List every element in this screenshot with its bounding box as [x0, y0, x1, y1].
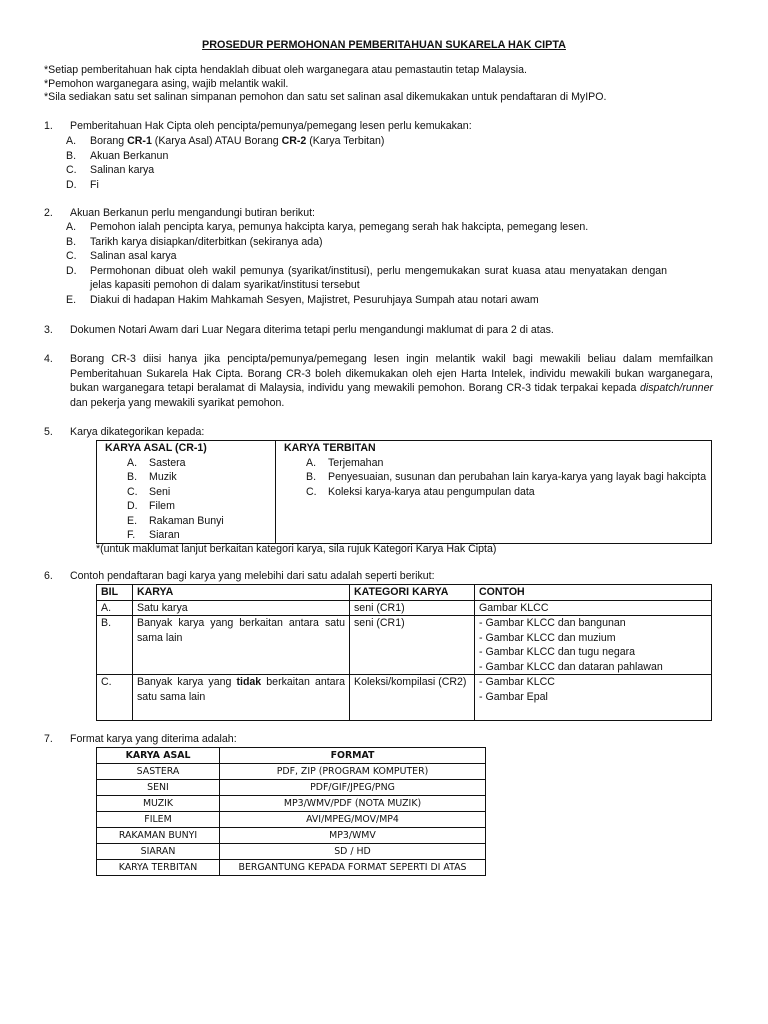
- column-header: KARYA ASAL: [97, 748, 220, 764]
- section-text: Dokumen Notari Awam dari Luar Negara diterima tetapi perlu mengandungi maklumat di para 2 di atas.: [70, 324, 554, 336]
- table-cell: seni (CR1): [350, 616, 475, 675]
- list-item: [276, 485, 711, 500]
- column-header: KARYA: [133, 585, 350, 601]
- section-number: 3.: [44, 324, 53, 336]
- section-number: 4.: [44, 353, 53, 365]
- item-text: Pemohon ialah pencipta karya, pemunya hakcipta karya, pemegang serah hak hakcipta, pemegang lesen.: [90, 221, 589, 233]
- table-cell: [475, 675, 712, 721]
- table-cell: [475, 616, 712, 675]
- table-row: [97, 812, 486, 828]
- item-letter: C.: [66, 164, 77, 176]
- item-letter: F.: [127, 529, 136, 541]
- category-footnote: *(untuk maklumat lanjut berkaitan kategori karya, sila rujuk Kategori Karya Hak Cipta): [96, 543, 497, 555]
- column-header: KARYA ASAL (CR-1): [105, 442, 207, 454]
- column-header: FORMAT: [220, 748, 486, 764]
- table-cell: PDF, ZIP (PROGRAM KOMPUTER): [220, 764, 486, 780]
- item-text-part: Borang: [90, 135, 128, 147]
- item-text: Permohonan dibuat oleh wakil pemunya (syarikat/institusi), perlu mengemukakan surat kuasa atau menyatakan dengan jelas kapasiti pemohon di dalam syarikat/institusi tersebut: [90, 264, 667, 291]
- item-text: Sastera: [149, 456, 186, 469]
- item-text: Muzik: [149, 471, 177, 483]
- list-item: [66, 134, 670, 149]
- section-2-items: [66, 220, 670, 307]
- item-letter: E.: [66, 293, 77, 306]
- table-row: [97, 675, 712, 721]
- table-cell: MUZIK: [97, 796, 220, 812]
- column-header: KARYA TERBITAN: [284, 442, 376, 454]
- table-cell: Banyak karya yang berkaitan antara satu sama lain: [133, 616, 350, 675]
- list-item: [66, 163, 670, 178]
- column-header: BIL: [97, 585, 133, 601]
- table-cell: SASTERA: [97, 764, 220, 780]
- item-text-part: (Karya Terbitan): [306, 135, 385, 147]
- table-cell: Satu karya: [133, 600, 350, 616]
- table-cell: [133, 675, 350, 721]
- table-cell: PDF/GIF/JPEG/PNG: [220, 780, 486, 796]
- item-letter: C.: [127, 485, 138, 498]
- list-item: [97, 470, 275, 485]
- example-line: - Gambar Epal: [479, 690, 548, 703]
- derivative-works-cell: [276, 441, 712, 544]
- list-item: [66, 293, 670, 308]
- page-title: PROSEDUR PERMOHONAN PEMBERITAHUAN SUKARELA HAK CIPTA: [202, 39, 566, 51]
- list-item: [66, 235, 670, 250]
- item-text: Seni: [149, 485, 171, 498]
- section-text-part: dan pekerja yang mewakili syarikat pemohon.: [70, 396, 285, 409]
- list-item: [66, 220, 670, 235]
- item-letter: A.: [306, 456, 317, 469]
- table-cell: FILEM: [97, 812, 220, 828]
- table-row: [97, 796, 486, 812]
- list-item: [66, 178, 670, 193]
- table-cell: SENI: [97, 780, 220, 796]
- item-text: Rakaman Bunyi: [149, 514, 224, 527]
- form-code: CR-2: [281, 135, 307, 147]
- table-row: [97, 616, 712, 675]
- notes-block: [44, 64, 734, 105]
- item-letter: E.: [127, 514, 138, 527]
- form-code: CR-1: [127, 135, 152, 147]
- note-line: *Setiap pemberitahuan hak cipta hendaklah dibuat oleh warganegara atau pemastautin tetap Malaysia.: [44, 64, 527, 76]
- item-letter: A.: [66, 221, 77, 233]
- list-item: [97, 456, 275, 471]
- section-text: Contoh pendaftaran bagi karya yang melebihi dari satu adalah seperti berikut:: [70, 570, 435, 582]
- table-cell: Gambar KLCC: [475, 600, 712, 616]
- example-line: - Gambar KLCC dan bangunan: [479, 617, 626, 629]
- example-line: - Gambar KLCC dan tugu negara: [479, 646, 636, 658]
- section-text: Karya dikategorikan kepada:: [70, 426, 205, 438]
- list-item: [97, 499, 275, 514]
- category-table: [96, 440, 712, 544]
- list-item: [97, 528, 275, 543]
- item-text: [90, 134, 667, 149]
- item-text: Akuan Berkanun: [90, 149, 169, 162]
- table-row: [97, 764, 486, 780]
- list-item: [276, 456, 711, 471]
- section-text: [70, 352, 713, 410]
- item-letter: D.: [66, 178, 77, 191]
- list-item: [66, 249, 670, 264]
- item-text: Diakui di hadapan Hakim Mahkamah Sesyen, Majistret, Pesuruhjaya Sumpah atau notari awam: [90, 293, 539, 306]
- format-table: [96, 747, 486, 876]
- section-number: 6.: [44, 570, 53, 582]
- table-cell: seni (CR1): [350, 600, 475, 616]
- table-cell: A.: [97, 600, 133, 616]
- table-cell: SD / HD: [220, 844, 486, 860]
- italic-term: dispatch/runner: [639, 382, 713, 394]
- list-item: [97, 514, 275, 529]
- item-text: Salinan asal karya: [90, 250, 177, 262]
- note-line: *Sila sediakan satu set salinan simpanan pemohon dan satu set salinan asal dikemukakan untuk pendaftaran di MyIPO.: [44, 91, 607, 103]
- section-text: Format karya yang diterima adalah:: [70, 733, 237, 745]
- table-cell: SIARAN: [97, 844, 220, 860]
- item-letter: A.: [66, 135, 77, 147]
- item-letter: C.: [66, 250, 77, 262]
- item-letter: D.: [66, 264, 77, 277]
- table-row: [97, 860, 486, 876]
- table-cell: MP3/WMV: [220, 828, 486, 844]
- table-cell: RAKAMAN BUNYI: [97, 828, 220, 844]
- section-number: 2.: [44, 207, 53, 219]
- item-letter: D.: [127, 500, 138, 512]
- example-line: - Gambar KLCC dan muzium: [479, 631, 616, 644]
- item-text: Terjemahan: [328, 456, 384, 469]
- emphasis-word: tidak: [236, 676, 262, 688]
- section-number: 1.: [44, 120, 53, 132]
- original-works-cell: [97, 441, 276, 544]
- item-text: Filem: [149, 500, 175, 512]
- table-cell: Koleksi/kompilasi (CR2): [350, 675, 475, 721]
- list-item: [66, 264, 670, 293]
- list-item: [97, 485, 275, 500]
- item-letter: B.: [306, 471, 317, 483]
- item-text: Salinan karya: [90, 164, 155, 176]
- item-text: Siaran: [149, 529, 180, 541]
- item-letter: A.: [127, 456, 138, 469]
- section-text-part: Borang CR-3 diisi hanya jika pencipta/pemunya/pemegang lesen ingin melantik wakil bagi mewakili beliau dalam memfailkan Pemberitahuan Sukarela Hak Cipta. Borang CR-3 boleh dikemukakan oleh ejen Harta Intelek, individu mewakili bukan warganegara, bukan warganegara tetapi beralamat di Malaysia, individu yang mewakili pemohon. Borang CR-3 tidak terpakai kepada: [70, 353, 713, 394]
- list-item: [66, 149, 670, 164]
- item-text-part: (Karya Asal) ATAU Borang: [151, 135, 282, 147]
- item-letter: B.: [127, 471, 138, 483]
- section-number: 5.: [44, 426, 53, 438]
- section-text: Akuan Berkanun perlu mengandungi butiran berikut:: [70, 207, 315, 219]
- section-1-items: [66, 134, 670, 192]
- table-cell: BERGANTUNG KEPADA FORMAT SEPERTI DI ATAS: [220, 860, 486, 876]
- note-line: *Pemohon warganegara asing, wajib melantik wakil.: [44, 77, 289, 90]
- cell-text-part: berkaitan antara satu sama lain: [137, 676, 345, 703]
- item-text: Penyesuaian, susunan dan perubahan lain karya-karya yang layak bagi hakcipta: [328, 471, 707, 483]
- column-header: KATEGORI KARYA: [350, 585, 475, 601]
- table-cell: C.: [97, 675, 133, 721]
- example-line: - Gambar KLCC: [479, 676, 555, 688]
- cell-text-part: Banyak karya yang: [137, 676, 237, 688]
- item-text: Fi: [90, 178, 99, 191]
- table-cell: B.: [97, 616, 133, 675]
- registration-example-table: [96, 584, 712, 721]
- item-text: Koleksi karya-karya atau pengumpulan data: [328, 485, 535, 498]
- table-cell: AVI/MPEG/MOV/MP4: [220, 812, 486, 828]
- item-text: Tarikh karya disiapkan/diterbitkan (sekiranya ada): [90, 235, 323, 248]
- section-text: Pemberitahuan Hak Cipta oleh pencipta/pemunya/pemegang lesen perlu kemukakan:: [70, 120, 472, 132]
- item-letter: B.: [66, 149, 77, 162]
- table-row: [97, 844, 486, 860]
- table-row: [97, 600, 712, 616]
- table-row: [97, 828, 486, 844]
- list-item: [276, 470, 711, 485]
- table-cell: MP3/WMV/PDF (NOTA MUZIK): [220, 796, 486, 812]
- section-number: 7.: [44, 733, 53, 745]
- item-letter: C.: [306, 485, 317, 498]
- item-letter: B.: [66, 235, 77, 248]
- example-line: - Gambar KLCC dan dataran pahlawan: [479, 660, 663, 673]
- column-header: CONTOH: [475, 585, 712, 601]
- table-cell: KARYA TERBITAN: [97, 860, 220, 876]
- table-row: [97, 780, 486, 796]
